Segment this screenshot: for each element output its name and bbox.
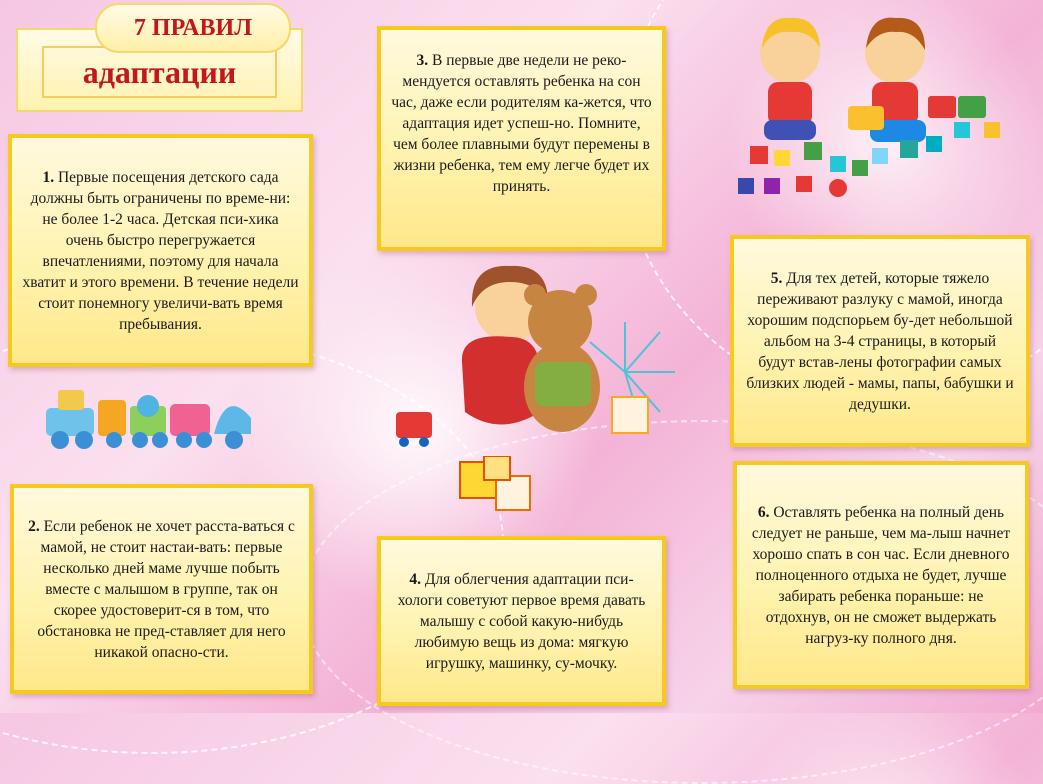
title-heading: 7 ПРАВИЛ xyxy=(95,3,291,53)
title-subtitle: адаптации xyxy=(42,46,277,98)
girl-with-teddy-bear-icon xyxy=(390,262,690,462)
rule-text: 6. Оставлять ребенка на полный день следует не раньше, чем ма-лыш начнет хорошо спать в сон час. Если дневного полноценного отдыха не будет, лучше забирать ребенка пораньше: не отдохнув, он не сможет выдержать нагруз-ку полного дня. xyxy=(751,503,1011,647)
rule-text: 4. Для облегчения адаптации пси-хологи советуют первое время давать малышу с собой какую-нибудь любимую вещь из дома: мягкую игрушку, машинку, су-мочку. xyxy=(397,570,646,672)
number-blocks-icon xyxy=(456,456,546,516)
rule-text: 1. Первые посещения детского сада должны быть ограничены по време-ни: не более 1-2 часа. Детская пси-хика очень быстро перегружается впечатлениями, поэтому для начала хватит и этого времени. В течение недели стоит понемногу увеличи-вать время пребывания. xyxy=(22,168,299,333)
children-with-blocks-icon xyxy=(720,8,1020,203)
toy-train-icon xyxy=(36,378,258,460)
rule-card-4 xyxy=(377,536,666,706)
rule-card-6 xyxy=(733,461,1029,689)
rule-card-2 xyxy=(10,484,313,694)
rule-text: 5. Для тех детей, которые тяжело переживают разлуку с мамой, иногда хорошим подспорьем бу-дет небольшой альбом на 3-4 страницы, в который будут встав-лены фотографии самых близких людей - мамы, папы, бабушки и дедушки. xyxy=(746,269,1014,413)
rule-card-3 xyxy=(377,26,666,251)
rule-text: 3. В первые две недели не реко-мендуется оставлять ребенка на сон час, даже если родителям ка-жется, что адаптация идет успеш-но. Помните, чем более плавными будут перемены в жизни ребенка, тем ему легче будет их принять. xyxy=(391,52,652,195)
rule-card-5 xyxy=(730,235,1030,447)
rule-card-1 xyxy=(8,134,313,367)
rule-text: 2. Если ребенок не хочет расста-ваться с мамой, не стоит настаи-вать: первые несколько дней маме лучше побыть вместе с малышом в группе, так он скорее удостоверит-ся в том, что обстановка не пред-ставляет для него никакой опасно-сти. xyxy=(28,517,295,661)
